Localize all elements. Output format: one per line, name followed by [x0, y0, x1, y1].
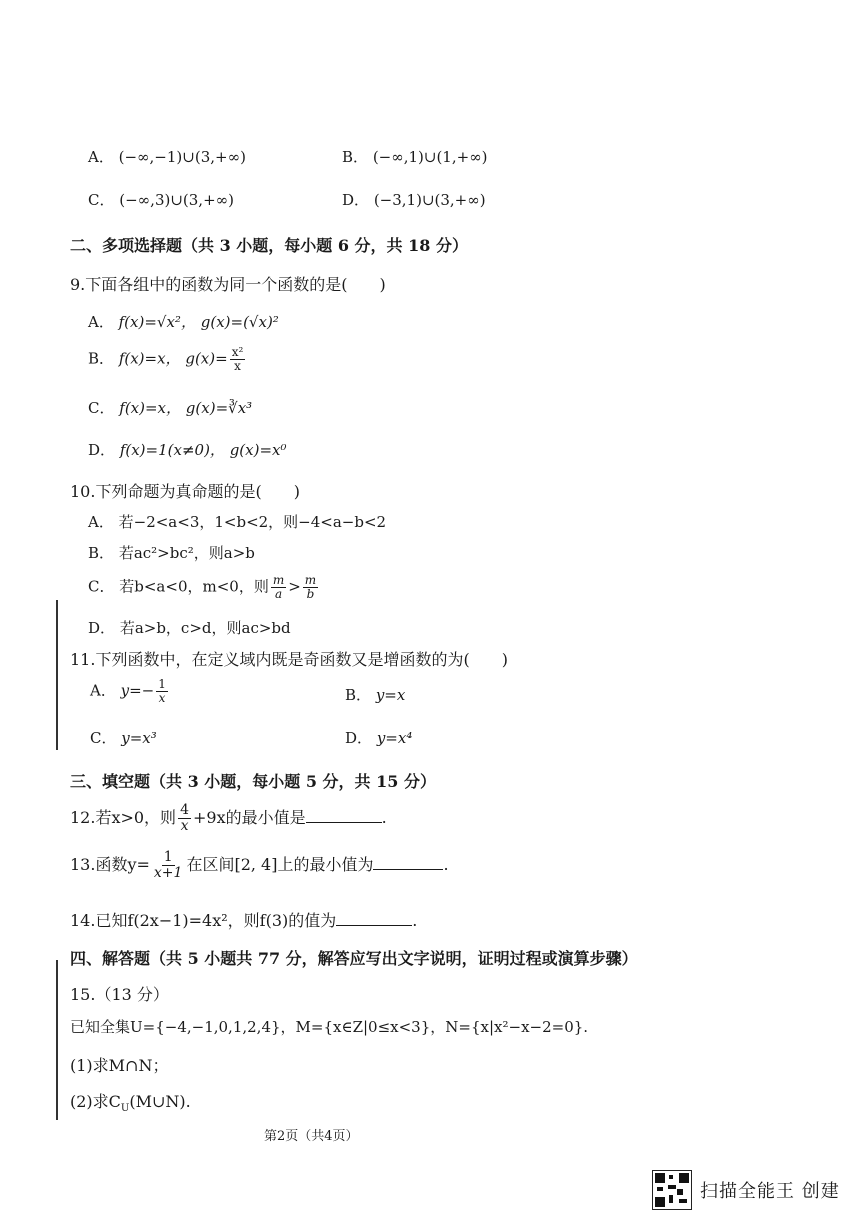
q11-option-a: A． y=− $\frac{1}{x}$ — [90, 677, 166, 705]
q12-answer-blank[interactable] — [306, 808, 382, 823]
q8-option-b: B． (−∞,1)∪(1,+∞) — [342, 148, 488, 166]
q11-option-c: C． y=x³ — [90, 729, 157, 747]
q15-given: 已知全集U={−4,−1,0,1,2,4}，M={x∈Z|0≤x<3}，N={x|x²−x−2=0}. — [70, 1018, 589, 1036]
page-footer: 第2页（共4页） — [264, 1129, 359, 1144]
section-2-title: 二、多项选择题（共 3 小题，每小题 6 分，共 18 分） — [70, 236, 468, 255]
q10-option-d: D． 若a>b，c>d，则ac>bd — [88, 619, 291, 637]
q13: 13.函数y= $\frac{1}{x+1}$ 在区间[2, 4]上的最小值为 . — [70, 849, 449, 881]
q9-stem: 9.下面各组中的函数为同一个函数的是( ) — [70, 275, 386, 294]
q13-answer-blank[interactable] — [373, 855, 443, 870]
q11-stem: 11.下列函数中，在定义域内既是奇函数又是增函数的为( ) — [70, 650, 508, 669]
q15-head: 15.（13 分） — [70, 985, 169, 1004]
scanner-brand-text: 扫描全能王 创建 — [700, 1181, 840, 1202]
q11-option-d: D． y=x⁴ — [345, 729, 413, 747]
q8-option-d: D． (−3,1)∪(3,+∞) — [342, 191, 486, 209]
margin-bar-upper — [56, 600, 58, 750]
q10-option-b: B． 若ac²>bc²，则a>b — [88, 544, 255, 562]
q12: 12.若x>0，则 $\frac{4}{x}$ +9x的最小值是 . — [70, 802, 387, 834]
q15-part1: (1)求M∩N； — [70, 1056, 169, 1075]
q10-stem: 10.下列命题为真命题的是( ) — [70, 482, 300, 501]
q9-option-a: A． f(x)=√x²， g(x)=(√x)² — [88, 313, 279, 331]
q11-option-b: B． y=x — [345, 686, 406, 704]
q10-option-c: C． 若b<a<0，m<0，则 $\frac{m}{a}$ > $\frac{m}{b}$ — [88, 573, 317, 601]
margin-bar-lower — [56, 960, 58, 1120]
qr-code-icon — [652, 1170, 692, 1210]
q14-answer-blank[interactable] — [336, 911, 412, 926]
section-4-title: 四、解答题（共 5 小题共 77 分，解答应写出文字说明，证明过程或演算步骤） — [70, 949, 638, 968]
q9-option-b: B． f(x)=x， g(x)= $\frac{\text{x²}}{x}$ — [88, 345, 244, 373]
q9-option-c: C． f(x)=x， g(x)=∛x³ — [88, 399, 253, 417]
q15-part2: (2)求$C_U(M\cup N)$. — [70, 1092, 191, 1115]
q8-option-c: C． (−∞,3)∪(3,+∞) — [88, 191, 234, 209]
q9-option-d: D． f(x)=1(x≠0)， g(x)=x⁰ — [88, 441, 287, 459]
scanner-watermark — [652, 1170, 840, 1210]
section-3-title: 三、填空题（共 3 小题，每小题 5 分，共 15 分） — [70, 772, 436, 791]
q10-option-a: A． 若−2<a<3，1<b<2，则−4<a−b<2 — [88, 513, 387, 531]
q14: 14.已知f(2x−1)=4x²，则f(3)的值为 . — [70, 911, 418, 930]
q8-option-a: A． (−∞,−1)∪(3,+∞) — [88, 148, 246, 166]
